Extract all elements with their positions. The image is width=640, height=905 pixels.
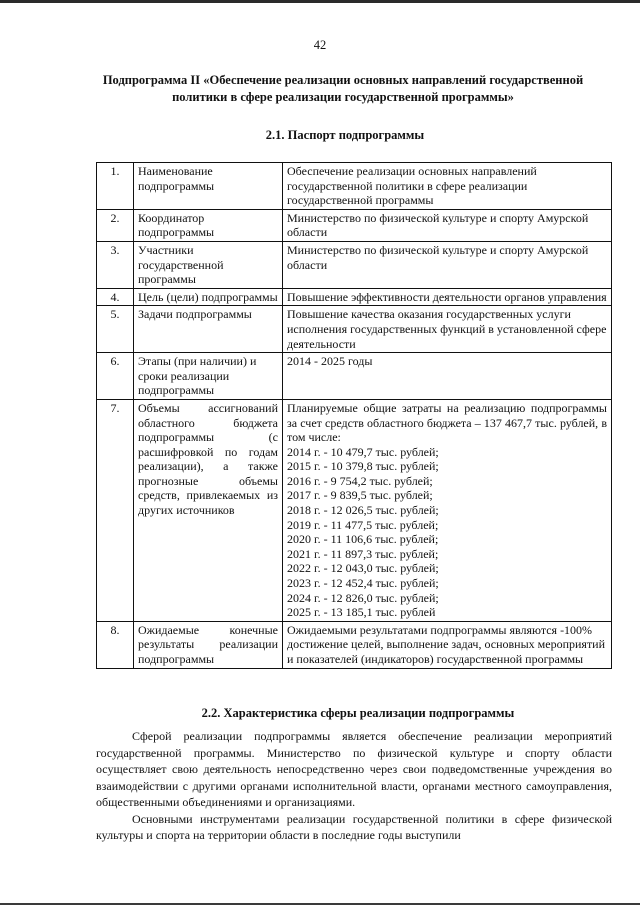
subprogram-title: Подпрограмма II «Обеспечение реализации основных направлений государственной политики в сфере реализации государственной программы» <box>102 73 584 104</box>
row-name: Задачи подпрограммы <box>134 306 283 353</box>
row-name: Координатор подпрограммы <box>134 209 283 241</box>
page-number: 42 <box>313 38 327 52</box>
scan-edge-top <box>0 0 640 3</box>
row-number: 7. <box>97 399 134 621</box>
row-number: 5. <box>97 306 134 353</box>
budget-year-line: 2023 г. - 12 452,4 тыс. рублей; <box>287 576 439 591</box>
row-value: 2014 - 2025 годы <box>283 353 612 400</box>
budget-year-line: 2016 г. - 9 754,2 тыс. рублей; <box>287 473 433 488</box>
row-number: 6. <box>97 353 134 400</box>
table-row <box>97 288 612 306</box>
characteristics-heading: 2.2. Характеристика сферы реализации подпрограммы <box>201 706 515 720</box>
table-row <box>97 209 612 241</box>
row-name: Объемы ассигнований областного бюджета подпрограммы (с расшифровкой по годам реализации), а также прогнозные объемы средств, привлекаемых из других источников <box>134 399 283 621</box>
budget-year-line: 2025 г. - 13 185,1 тыс. рублей <box>287 605 436 620</box>
table-row <box>97 163 612 210</box>
passport-heading: 2.1. Паспорт подпрограммы <box>265 128 425 142</box>
paragraph: Основными инструментами реализации государственной политики в сфере физической культуры и спорта на территории области в последние годы выступили <box>96 811 612 842</box>
row-number: 1. <box>97 163 134 210</box>
budget-year-line: 2019 г. - 11 477,5 тыс. рублей; <box>287 517 439 532</box>
row-number: 8. <box>97 621 134 668</box>
budget-year-line: 2015 г. - 10 379,8 тыс. рублей; <box>287 459 439 474</box>
row-number: 4. <box>97 288 134 306</box>
row-name: Участники государственной программы <box>134 241 283 288</box>
row-value-budget <box>283 399 612 621</box>
row-value: Ожидаемыми результатами подпрограммы являются -100% достижение целей, выполнение задач, основных мероприятий и показателей (индикаторов) государственной программы <box>283 621 612 668</box>
budget-year-line: 2022 г. - 12 043,0 тыс. рублей; <box>287 561 439 576</box>
passport-table <box>96 162 612 669</box>
budget-intro: Планируемые общие затраты на реализацию подпрограммы за счет средств областного бюджета – 137 467,7 тыс. рублей, в том числе: <box>287 400 607 445</box>
row-value: Повышение эффективности деятельности органов управления <box>283 288 612 306</box>
budget-year-line: 2018 г. - 12 026,5 тыс. рублей; <box>287 503 439 518</box>
row-name: Цель (цели) подпрограммы <box>134 288 283 306</box>
budget-year-line: 2014 г. - 10 479,7 тыс. рублей; <box>287 444 439 459</box>
row-number: 2. <box>97 209 134 241</box>
table-row <box>97 353 612 400</box>
row-number: 3. <box>97 241 134 288</box>
row-name: Ожидаемые конечные результаты реализации подпрограммы <box>134 621 283 668</box>
budget-year-line: 2017 г. - 9 839,5 тыс. рублей; <box>287 488 433 503</box>
table-row <box>97 306 612 353</box>
table-row <box>97 621 612 668</box>
budget-year-line: 2024 г. - 12 826,0 тыс. рублей; <box>287 590 439 605</box>
budget-year-line: 2021 г. - 11 897,3 тыс. рублей; <box>287 546 439 561</box>
row-value: Министерство по физической культуре и спорту Амурской области <box>283 209 612 241</box>
row-value: Министерство по физической культуре и спорту Амурской области <box>283 241 612 288</box>
row-name: Наименование подпрограммы <box>134 163 283 210</box>
paragraph: Сферой реализации подпрограммы является обеспечение реализации мероприятий государственной программы. Министерство по физической культуре и спорту области осуществляет свою деятельность непосредственно через свои подведомственные учреждения во взаимодействии с другими органами исполнительной власти, органами местного самоуправления, общественными объединениями и организациями. <box>96 729 612 809</box>
budget-year-line: 2020 г. - 11 106,6 тыс. рублей; <box>287 532 439 547</box>
row-value: Обеспечение реализации основных направлений государственной политики в сфере реализации государственной программы <box>283 163 612 210</box>
row-name: Этапы (при наличии) и сроки реализации подпрограммы <box>134 353 283 400</box>
table-row <box>97 241 612 288</box>
row-value: Повышение качества оказания государственных услуги исполнения государственных функций в установленной сфере деятельности <box>283 306 612 353</box>
body-text <box>96 728 612 844</box>
table-row <box>97 399 612 621</box>
